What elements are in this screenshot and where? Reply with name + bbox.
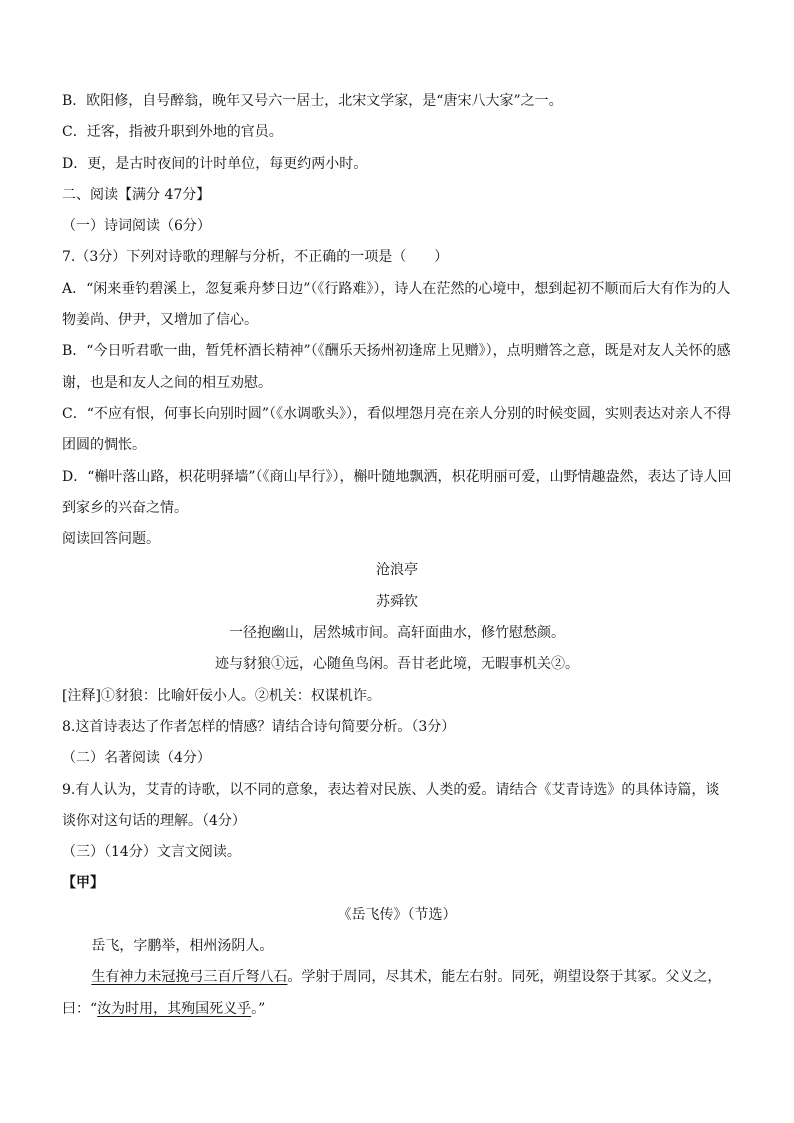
exam-page bbox=[62, 86, 732, 1025]
reading-instruction: 阅读回答问题。 bbox=[62, 531, 160, 548]
question-7-option-b: B．“今日听君歌一曲，暂凭杯酒长精神”（《酬乐天扬州初逢席上见赠》），点明赠答之意，既是对友人关怀的感谢，也是和友人之间的相互劝慰。 bbox=[62, 343, 731, 391]
question-7-option-a: A．“闲来垂钓碧溪上，忽复乘舟梦日边”（《行路难》），诗人在茫然的心境中，想到起初不顺而后大有作为的人物姜尚、伊尹，又增加了信心。 bbox=[62, 280, 731, 329]
subsection-classic-title: （二）名著阅读（4分） bbox=[62, 750, 211, 767]
passage-text-end: 。” bbox=[251, 1000, 266, 1017]
option-b-prev: B．欧阳修，自号醉翁，晚年又号六一居士，北宋文学家，是“唐宋八大家”之一。 bbox=[62, 93, 563, 109]
option-c-prev: C．迁客，指被升职到外地的官员。 bbox=[62, 124, 283, 141]
underlined-sentence-2: 汝为时用，其殉国死义乎 bbox=[97, 1000, 252, 1017]
section-title: 二、阅读【满分 47分】 bbox=[62, 186, 211, 203]
passage-text: 。学射于周同，尽其术，能左右射。同死，朔望设祭于其冢。父义之，曰：“ bbox=[62, 969, 722, 1017]
poem-author: 苏舜钦 bbox=[376, 593, 418, 610]
subsection-poetry-title: （一）诗词阅读（6分） bbox=[62, 218, 211, 235]
question-7-option-d: D．“槲叶落山路，枳花明驿墙”（《商山早行》），槲叶随地飘洒，枳花明丽可爱，山野情趣盎然，表达了诗人回到家乡的兴奋之情。 bbox=[62, 468, 732, 516]
passage-title: 《岳飞传》（节选） bbox=[337, 906, 457, 923]
question-7-option-c: C．“不应有恨，何事长向别时圆”（《水调歌头》），看似埋怨月亮在亲人分别的时候变圆，实则表达对亲人不得团圆的惆怅。 bbox=[62, 405, 732, 454]
question-9: 9.有人认为，艾青的诗歌，以不同的意象，表达着对民族、人类的爱。请结合《艾青诗选》的具体诗篇，谈谈你对这句话的理解。（4分） bbox=[62, 781, 720, 829]
poem-title: 沧浪亭 bbox=[376, 562, 418, 579]
poem-line-2: 迹与豺狼①远，心随鱼鸟闲。吾甘老此境，无暇事机关②。 bbox=[215, 656, 579, 673]
subsection-classical-chinese-title: （三）（14分）文言文阅读。 bbox=[62, 844, 241, 861]
poem-note: [注释]①豺狼：比喻奸佞小人。②机关：权谋机诈。 bbox=[62, 687, 381, 704]
question-8: 8.这首诗表达了作者怎样的情感？请结合诗句简要分析。（3分） bbox=[62, 718, 456, 735]
passage-paragraph-1: 岳飞，字鹏举，相州汤阴人。 bbox=[91, 938, 274, 955]
option-d-prev: D．更，是古时夜间的计时单位，每更约两小时。 bbox=[62, 155, 368, 172]
poem-line-1: 一径抱幽山，居然城市间。高轩面曲水，修竹慰愁颜。 bbox=[229, 625, 565, 642]
passage-paragraph-2 bbox=[62, 962, 732, 1025]
passage-label-jia: 【甲】 bbox=[62, 875, 104, 892]
underlined-sentence-1: 生有神力未冠挽弓三百斤弩八石 bbox=[91, 969, 288, 986]
question-7-stem: 7.（3分）下列对诗歌的理解与分析，不正确的一项是（ ） bbox=[62, 249, 449, 266]
